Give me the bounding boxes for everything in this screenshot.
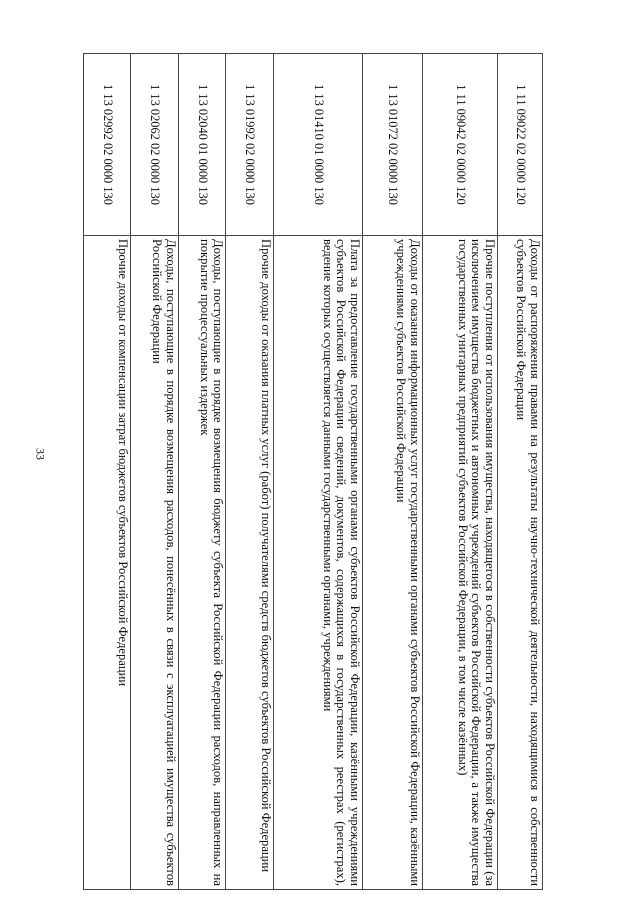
table-row xyxy=(131,54,178,890)
income-description-cell: Доходы, поступающие в порядке возмещения бюджету субъекта Российской Федерации расходов, направленных на покрытие процессуальных издержек xyxy=(178,236,225,890)
table-row xyxy=(178,54,225,890)
income-description-cell: Доходы от оказания информационных услуг государственными органами субъектов Российской Федерации, казёнными учреждениями субъектов Российской Федерации xyxy=(363,236,423,890)
income-code-cell: 1 13 01410 01 0000 130 xyxy=(273,54,362,236)
table-row xyxy=(226,54,273,890)
income-code-cell: 1 13 02062 02 0000 130 xyxy=(131,54,178,236)
income-codes-table xyxy=(83,53,543,890)
income-description-cell: Доходы от распоряжения правами на результаты научно-технической деятельности, находящимися в собственности субъектов Российской Федерации xyxy=(497,236,542,890)
income-code-cell: 1 11 09042 02 0000 120 xyxy=(423,54,498,236)
income-code-cell: 1 13 02992 02 0000 130 xyxy=(84,54,131,236)
income-code-cell: 1 13 01072 02 0000 130 xyxy=(363,54,423,236)
income-description-cell: Прочие доходы от оказания платных услуг (работ) получателями средств бюджетов субъектов Российской Федерации xyxy=(226,236,273,890)
income-code-cell: 1 11 09022 02 0000 120 xyxy=(497,54,542,236)
income-description-cell: Плата за предоставление государственными органами субъектов Российской Федерации, казёнными учреждениями субъектов Российской Федерации сведений, документов, содержащихся в государственных реестрах (регистрах), ведение которых осуществляется данными государственными органами, учреждениями xyxy=(273,236,362,890)
rotated-table-container xyxy=(83,53,543,890)
income-code-cell: 1 13 02040 01 0000 130 xyxy=(178,54,225,236)
page-number: 33 xyxy=(33,448,48,460)
income-code-cell: 1 13 01992 02 0000 130 xyxy=(226,54,273,236)
table-row xyxy=(497,54,542,890)
table-row xyxy=(363,54,423,890)
income-description-cell: Прочие поступления от использования имущества, находящегося в собственности субъектов Российской Федерации (за исключением имущества бюджетных и автономных учреждений субъектов Российской Федерации, а также имущества государственных унитарных предприятий субъектов Российской Федерации, в том числе казённых) xyxy=(423,236,498,890)
income-description-cell: Прочие доходы от компенсации затрат бюджетов субъектов Российской Федерации xyxy=(84,236,131,890)
table-row xyxy=(423,54,498,890)
table-row xyxy=(84,54,131,890)
table-row xyxy=(273,54,362,890)
income-description-cell: Доходы, поступающие в порядке возмещения расходов, понесённых в связи с эксплуатацией имущества субъектов Российской Федерации xyxy=(131,236,178,890)
